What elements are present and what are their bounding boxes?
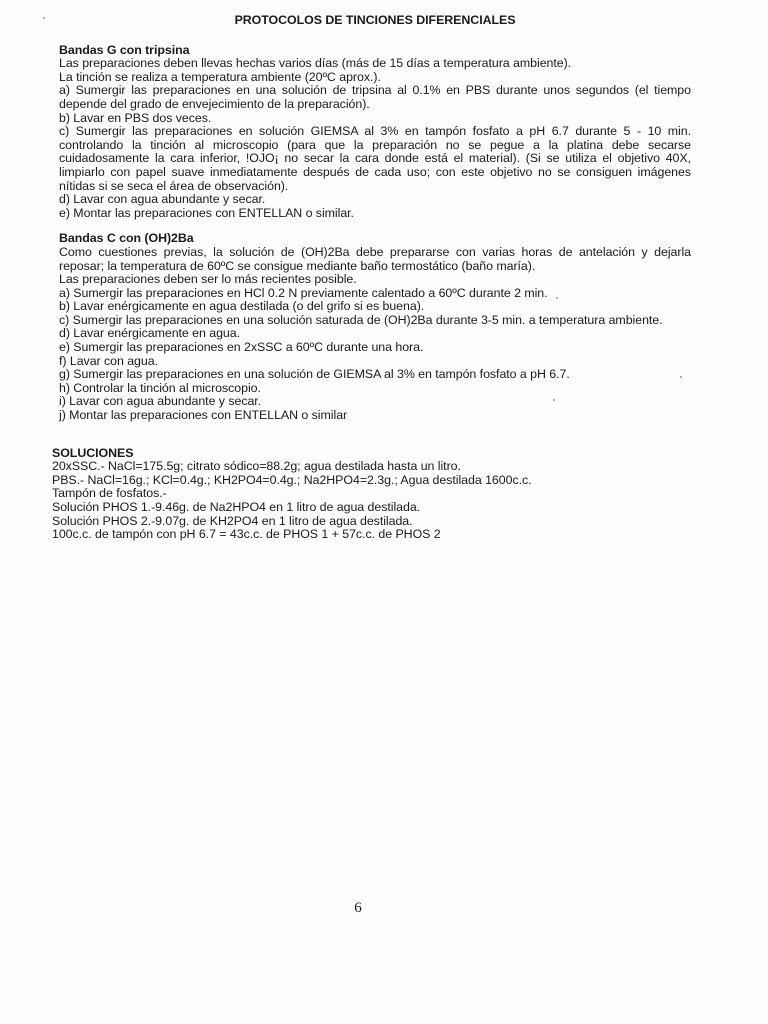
section-bandas-c [59, 232, 691, 422]
solution-line: PBS.- NaCl=16g.; KCl=0.4g.; KH2PO4=0.4g.; Na2HPO4=2.3g.; Agua destilada 1600c.c. [52, 472, 532, 487]
step-h: h) Controlar la tinción al microscopio. [59, 380, 261, 395]
step-d: d) Lavar enérgicamente en agua. [59, 326, 240, 341]
step-b: b) Lavar enérgicamente en agua destilada (o del grifo si es buena). [59, 299, 425, 314]
paragraph-intro: Como cuestiones previas, la solución de (OH)2Ba debe prepararse con varias horas de antelación y dejarla reposar; la temperatura de 60ºC se consigue mediante baño termostático (baño maría). [59, 244, 691, 273]
solution-line: 100c.c. de tampón con pH 6.7 = 43c.c. de PHOS 1 + 57c.c. de PHOS 2 [52, 527, 441, 542]
paragraph-line: La tinción se realiza a temperatura ambiente (20ºC aprox.). [59, 69, 381, 84]
step-j: j) Montar las preparaciones con ENTELLAN o similar [59, 408, 348, 423]
step-c: c) Sumergir las preparaciones en una solución saturada de (OH)2Ba durante 3-5 min. a temperatura ambiente. [59, 312, 663, 327]
page-number: 6 [354, 900, 362, 916]
paragraph-line: Las preparaciones deben ser lo más recientes posible. [59, 272, 357, 287]
section-bandas-g [59, 44, 691, 221]
step-f: f) Lavar con agua. [59, 353, 158, 368]
solution-line: Solución PHOS 1.-9.46g. de Na2HPO4 en 1 litro de agua destilada. [52, 500, 421, 514]
step-c: c) Sumergir las preparaciones en solución GIEMSA al 3% en tampón fosfato a pH 6.7 durante 5 - 10 min. controlando la tinción al microscopio (para que la preparación no se pegue a la platina debe secarse cuidadosamente la cara inferior, !OJO¡ no secar la cara donde está el material). (Si se utiliza el objetivo 40X, limpiarlo con papel suave inmediatamente después de cada uso; con este objetivo no se consiguen imágenes nítidas si se seca el área de observación). [59, 124, 691, 193]
section-heading: Bandas G con tripsina [59, 42, 190, 57]
solution-line: Tampón de fosfatos.- [52, 486, 167, 501]
step-b: b) Lavar en PBS dos veces. [59, 110, 212, 125]
scan-speck [43, 17, 45, 19]
solution-line: 20xSSC.- NaCl=175.5g; citrato sódico=88.2g; agua destilada hasta un litro. [52, 459, 461, 474]
document-body [52, 13, 691, 554]
step-g: g) Sumergir las preparaciones en una solución de GIEMSA al 3% en tampón fosfato a pH 6.7. [59, 367, 570, 382]
step-a: a) Sumergir las preparaciones en una solución de tripsina al 0.1% en PBS durante unos segundos (el tiempo depende del grado de envejecimiento de la preparación). [59, 83, 691, 111]
step-e: e) Montar las preparaciones con ENTELLAN o similar. [59, 205, 354, 220]
step-e: e) Sumergir las preparaciones en 2xSSC a 60ºC durante una hora. [59, 340, 424, 355]
page-title: PROTOCOLOS DE TINCIONES DIFERENCIALES [234, 13, 516, 27]
step-d: d) Lavar con agua abundante y secar. [59, 192, 266, 207]
step-i: i) Lavar con agua abundante y secar. [59, 394, 262, 409]
step-a: a) Sumergir las preparaciones en HCl 0.2 N previamente calentado a 60ºC durante 2 min. [59, 285, 548, 300]
section-heading: SOLUCIONES [52, 445, 134, 460]
section-soluciones [52, 445, 691, 542]
solution-line: Solución PHOS 2.-9.07g. de KH2PO4 en 1 litro de agua destilada. [52, 513, 413, 528]
section-heading: Bandas C con (OH)2Ba [59, 231, 194, 246]
paragraph-line: Las preparaciones deben llevas hechas varios días (más de 15 días a temperatura ambiente). [59, 56, 572, 71]
